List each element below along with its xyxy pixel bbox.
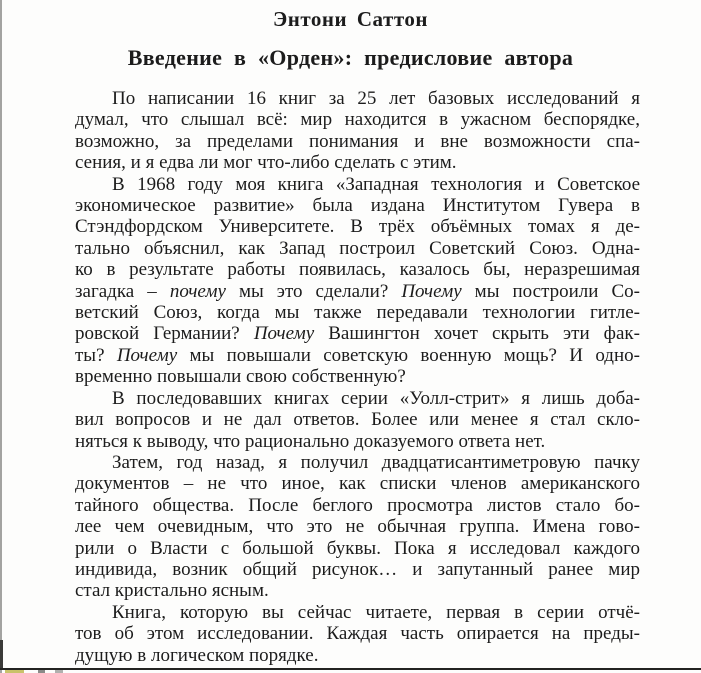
text-line <box>75 495 640 516</box>
text-line <box>75 388 640 409</box>
text-line <box>75 473 640 494</box>
text-line <box>75 602 640 623</box>
text-segment: рили о Власти с большой буквы. Пока я исследовал каждого <box>75 537 640 559</box>
text-line <box>75 345 640 366</box>
text-segment: Книга, которую вы сейчас читаете, первая в серии отчё- <box>112 601 640 623</box>
text-segment: думал, что слышал всё: мир находится в ужасном беспорядке, <box>75 109 640 131</box>
text-segment: Вашингтон хочет скрыть эти фак- <box>314 323 640 345</box>
text-line <box>75 623 640 644</box>
italic-text: Почему <box>116 344 178 366</box>
text-line <box>75 152 640 173</box>
text-segment: мы повышали советскую военную мощь? И одно- <box>177 344 640 366</box>
text-line <box>75 538 640 559</box>
text-line <box>75 516 640 537</box>
italic-text: Почему <box>401 280 462 302</box>
text-segment: лее чем очевидным, что это не обычная группа. Имена гово- <box>75 516 640 538</box>
bottom-scan-line <box>0 668 701 670</box>
text-segment: тайного общества. После беглого просмотра листов стало бо- <box>75 494 640 516</box>
text-line <box>75 131 640 152</box>
text-segment: Затем, год назад, я получил двадцатисантиметровую пачку <box>112 451 640 473</box>
text-line <box>75 109 640 130</box>
text-segment: ровской Германии? <box>75 323 254 345</box>
text-segment: индивида, возник общий рисунок… и запутанный ранее мир <box>75 558 640 580</box>
text-block <box>75 88 640 666</box>
text-line <box>75 645 640 666</box>
text-segment: документов – не что иное, как списки членов американского <box>75 473 640 495</box>
text-line <box>75 259 640 280</box>
text-segment: В 1968 году моя книга «Западная технология и Советское <box>112 173 640 195</box>
text-segment: ты? <box>75 344 117 366</box>
text-segment: временно повышали свою собственную? <box>75 366 406 388</box>
text-segment: мы это сделали? <box>225 280 402 302</box>
paragraph <box>75 174 640 388</box>
text-line <box>75 431 640 452</box>
italic-text: Почему <box>253 323 315 345</box>
text-line <box>75 88 640 109</box>
text-segment: По написании 16 книг за 25 лет базовых исследований я <box>112 88 640 109</box>
text-segment: возможно, за пределами понимания и вне возможности спа- <box>75 130 640 152</box>
text-line <box>75 366 640 387</box>
text-line <box>75 580 640 601</box>
text-line <box>75 323 640 344</box>
text-segment: тально объяснил, как Запад построил Советский Союз. Одна- <box>75 237 640 259</box>
text-line <box>75 559 640 580</box>
paragraph <box>75 88 640 174</box>
italic-text: почему <box>169 280 226 302</box>
text-segment: ко в результате работы появилась, казалось бы, неразрешимая <box>75 259 640 281</box>
text-segment: няться к выводу, что рационально доказуемого ответа нет. <box>75 430 546 452</box>
text-line <box>75 195 640 216</box>
text-segment: Стэндфордском Университете. В трёх объёмных томах я де- <box>75 216 640 238</box>
text-line <box>75 302 640 323</box>
text-line <box>75 174 640 195</box>
text-segment: экономическое развитие» была издана Институтом Гувера в <box>75 195 640 217</box>
text-line <box>75 216 640 237</box>
page-title: Введение в «Орден»: предисловие автора <box>127 45 574 70</box>
page-edge-line-dark <box>0 640 3 670</box>
text-line <box>75 409 640 430</box>
text-segment: дущую в логическом порядке. <box>75 644 319 666</box>
text-segment: мы построили Со- <box>461 280 640 302</box>
author-title: Энтони Саттон <box>273 7 428 31</box>
text-segment: вил вопросов и не дал ответов. Более или менее я стал скло- <box>75 409 640 431</box>
paragraph <box>75 388 640 452</box>
paragraph <box>75 602 640 666</box>
text-segment: сения, и я едва ли мог что-либо сделать с этим. <box>75 152 457 174</box>
text-segment: стал кристально ясным. <box>75 580 269 602</box>
text-line <box>75 238 640 259</box>
text-line <box>75 452 640 473</box>
text-segment: загадка – <box>75 280 170 302</box>
page-edge-line <box>0 0 2 673</box>
text-segment: В последовавших книгах серии «Уолл-стрит» я лишь доба- <box>112 387 640 409</box>
text-segment: ветский Союз, когда мы также передавали технологии гитле- <box>75 302 640 324</box>
text-line <box>75 281 640 302</box>
text-segment: тов об этом исследовании. Каждая часть опирается на преды- <box>75 623 640 645</box>
paragraph <box>75 452 640 602</box>
